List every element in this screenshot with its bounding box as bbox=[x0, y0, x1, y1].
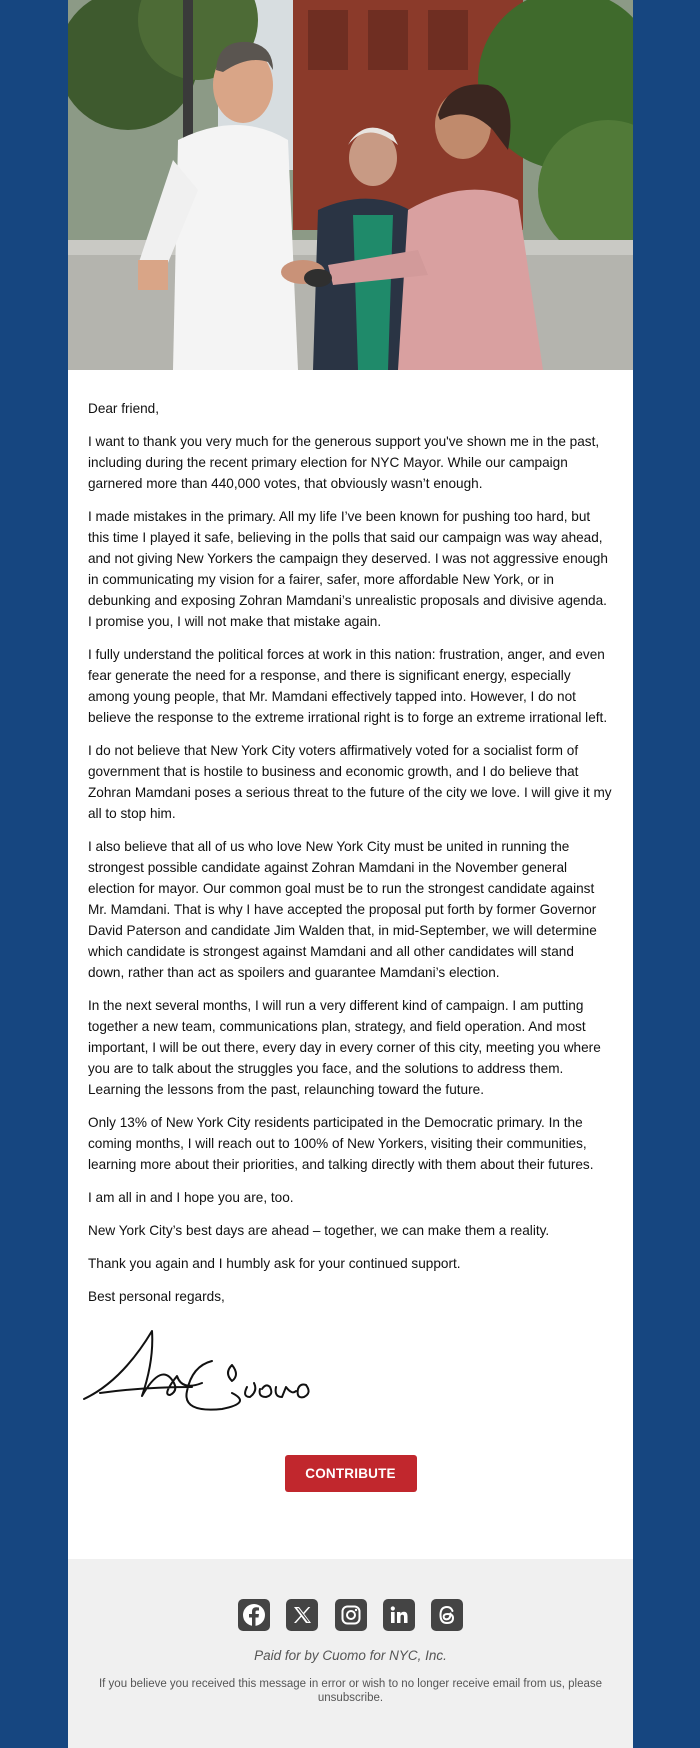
cta-wrapper bbox=[68, 1455, 633, 1492]
linkedin-icon[interactable] bbox=[383, 1599, 415, 1631]
letter-body bbox=[68, 370, 633, 1307]
paid-for-disclaimer: Paid for by Cuomo for NYC, Inc. bbox=[254, 1648, 447, 1663]
paragraph-2: I made mistakes in the primary. All my life I’ve been known for pushing too hard, but this time I played it safe, believing in the polls that said our campaign was way ahead, and not giving New Yorkers the campaign they deserved. I was not aggressive enough in communicating my vision for a fairer, safer, more affordable New York, or in debunking and exposing Zohran Mamdani’s unrealistic proposals and divisive agenda. I promise you, I will not make that mistake again. bbox=[88, 509, 608, 629]
unsubscribe-link[interactable]: If you believe you received this message in error or wish to no longer receive email from us, please unsubscribe. bbox=[98, 1678, 603, 1704]
x-icon[interactable] bbox=[286, 1599, 318, 1631]
paragraph-4: I do not believe that New York City voters affirmatively voted for a socialist form of government that is hostile to business and economic growth, and I do believe that Zohran Mamdani poses a serious threat to the future of the city we love. I will give it my all to stop him. bbox=[88, 743, 612, 821]
paragraph-8: I am all in and I hope you are, too. bbox=[88, 1190, 294, 1205]
paragraph-3: I fully understand the political forces at work in this nation: frustration, anger, and even fear generate the need for a response, and there is significant energy, especially among young people, that Mr. Mamdani effectively tapped into. However, I do not believe the response to the extreme irrational right is to forge an extreme irrational left. bbox=[88, 647, 608, 725]
paragraph-10: Thank you again and I humbly ask for your continued support. bbox=[88, 1256, 461, 1271]
unsubscribe-notice bbox=[86, 1677, 615, 1705]
paragraph-7: Only 13% of New York City residents participated in the Democratic primary. In the coming months, I will reach out to 100% of New Yorkers, visiting their communities, learning more about their priorities, and talking directly with them about their futures. bbox=[88, 1115, 594, 1172]
closing: Best personal regards, bbox=[88, 1289, 225, 1304]
signature-image bbox=[68, 1321, 633, 1441]
hero-photo bbox=[68, 0, 633, 370]
paragraph-1: I want to thank you very much for the generous support you've shown me in the past, including during the recent primary election for NYC Mayor. While our campaign garnered more than 440,000 votes, that obviously wasn’t enough. bbox=[88, 434, 600, 491]
threads-icon[interactable] bbox=[431, 1599, 463, 1631]
greeting: Dear friend, bbox=[88, 401, 160, 416]
contribute-button[interactable]: CONTRIBUTE bbox=[285, 1455, 417, 1492]
paragraph-6: In the next several months, I will run a very different kind of campaign. I am putting together a new team, communications plan, strategy, and field operation. And most important, I will be out there, every day in every corner of this city, meeting you where you are to talk about the struggles you face, and the solutions to address them. Learning the lessons from the past, relaunching toward the future. bbox=[88, 998, 601, 1097]
paragraph-9: New York City’s best days are ahead – together, we can make them a reality. bbox=[88, 1223, 550, 1238]
facebook-icon[interactable] bbox=[238, 1599, 270, 1631]
footer bbox=[68, 1559, 633, 1748]
email-container bbox=[68, 0, 633, 1748]
social-links bbox=[68, 1599, 633, 1631]
instagram-icon[interactable] bbox=[335, 1599, 367, 1631]
paragraph-5: I also believe that all of us who love New York City must be united in running the strongest possible candidate against Zohran Mamdani in the November general election for mayor. Our common goal must be to run the strongest candidate against Mr. Mamdani. That is why I have accepted the proposal put forth by former Governor David Paterson and candidate Jim Walden that, in mid-September, we will determine which candidate is strongest against Mamdani and all other candidates will stand down, rather than act as spoilers and guarantee Mamdani’s election. bbox=[88, 839, 597, 980]
